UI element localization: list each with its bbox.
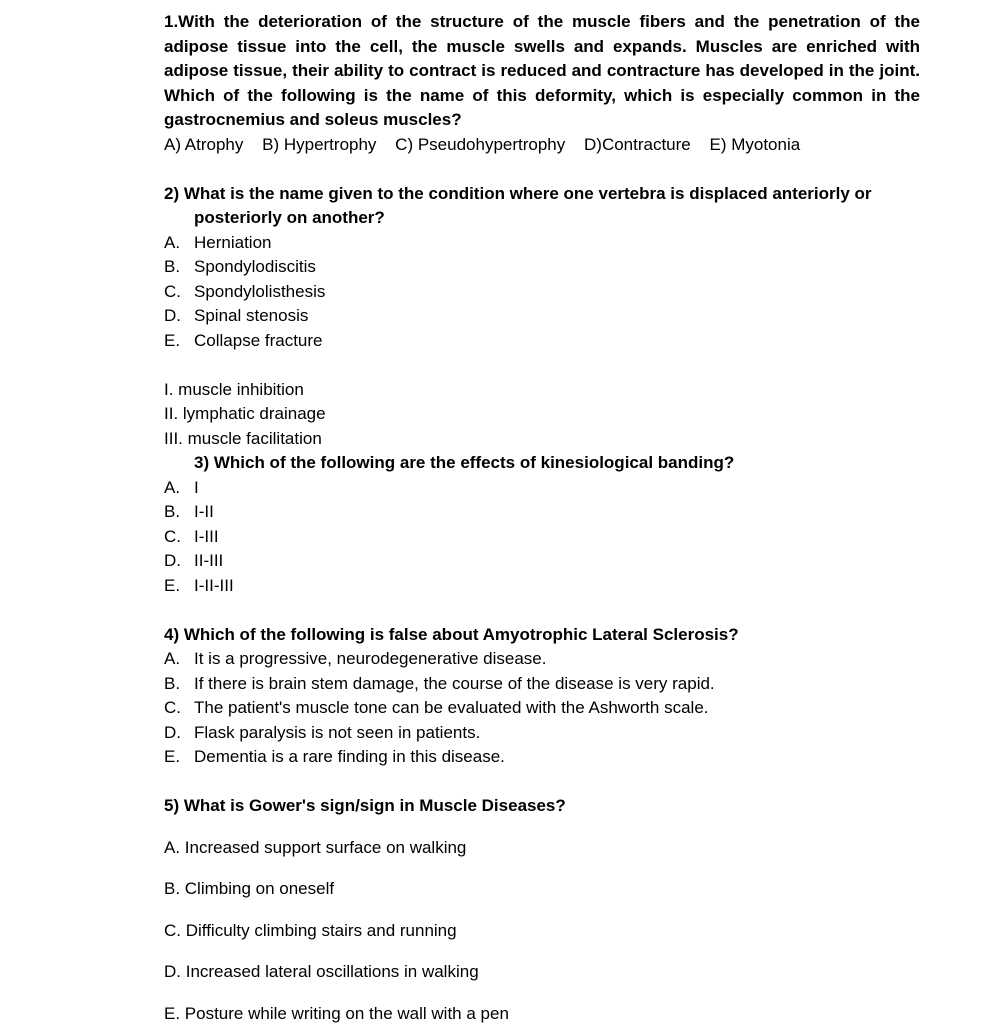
question-5-option-c: C. Difficulty climbing stairs and running [164,919,920,944]
question-1-option-d: D)Contracture [584,135,691,154]
option-text: I-III [194,527,219,546]
question-1-stem: 1.With the deterioration of the structure of the muscle fibers and the penetration of the adipose tissue into the cell, the muscle swells and expands. Muscles are enriched with adipose tissue, their ability to contract is reduced and contracture has developed in the joint. Which of the following is the name of this deformity, which is especially common in the gastrocnemius and soleus muscles? [164,10,920,133]
option-text: Collapse fracture [194,331,323,350]
option-letter: D. [164,549,181,574]
option-text: It is a progressive, neurodegenerative disease. [194,649,546,668]
question-4 [164,623,920,770]
question-4-option-a [164,647,920,672]
question-3-item-3: III. muscle facilitation [164,427,920,452]
question-3-stem: 3) Which of the following are the effects of kinesiological banding? [164,451,920,476]
option-letter: E. [164,745,180,770]
option-text: Dementia is a rare finding in this disease. [194,747,505,766]
option-letter: B. [164,500,180,525]
option-text: I [194,478,199,497]
option-text: Spondylodiscitis [194,257,316,276]
option-text: Spondylolisthesis [194,282,325,301]
question-3-option-a [164,476,920,501]
option-text: The patient's muscle tone can be evaluated with the Ashworth scale. [194,698,709,717]
question-5-option-d: D. Increased lateral oscillations in walking [164,960,920,985]
option-letter: C. [164,280,181,305]
question-1 [164,10,920,157]
question-3-item-1: I. muscle inhibition [164,378,920,403]
option-letter: C. [164,696,181,721]
question-2-stem: 2) What is the name given to the condition where one vertebra is displaced anteriorly or posteriorly on another? [164,182,920,231]
question-2-option-a [164,231,920,256]
option-letter: E. [164,574,180,599]
option-letter: D. [164,721,181,746]
exam-page [164,10,920,1026]
question-2-option-b [164,255,920,280]
question-2-option-d [164,304,920,329]
question-5-option-e: E. Posture while writing on the wall with a pen [164,1002,920,1026]
question-3-option-c [164,525,920,550]
option-text: If there is brain stem damage, the course of the disease is very rapid. [194,674,715,693]
option-letter: E. [164,329,180,354]
option-letter: C. [164,525,181,550]
question-1-option-a: A) Atrophy [164,135,243,154]
option-letter: B. [164,672,180,697]
question-1-options [164,133,920,158]
question-5-option-a: A. Increased support surface on walking [164,836,920,861]
question-1-option-b: B) Hypertrophy [262,135,376,154]
option-letter: A. [164,647,180,672]
question-4-option-d [164,721,920,746]
option-text: I-II [194,502,214,521]
option-text: I-II-III [194,576,234,595]
question-2-option-c [164,280,920,305]
option-letter: D. [164,304,181,329]
question-3-option-b [164,500,920,525]
question-4-option-e [164,745,920,770]
question-3-item-2: II. lymphatic drainage [164,402,920,427]
question-2-option-e [164,329,920,354]
option-text: II-III [194,551,223,570]
question-3-option-d [164,549,920,574]
question-1-option-c: C) Pseudohypertrophy [395,135,565,154]
question-4-option-b [164,672,920,697]
question-5-option-b: B. Climbing on oneself [164,877,920,902]
option-text: Herniation [194,233,272,252]
option-text: Spinal stenosis [194,306,308,325]
question-3-option-e [164,574,920,599]
option-text: Flask paralysis is not seen in patients. [194,723,480,742]
question-2 [164,182,920,354]
question-4-option-c [164,696,920,721]
question-4-stem: 4) Which of the following is false about Amyotrophic Lateral Sclerosis? [164,623,920,648]
question-1-option-e: E) Myotonia [710,135,801,154]
question-5-stem: 5) What is Gower's sign/sign in Muscle Diseases? [164,794,920,819]
option-letter: A. [164,476,180,501]
option-letter: B. [164,255,180,280]
option-letter: A. [164,231,180,256]
question-3 [164,378,920,599]
question-5 [164,794,920,1026]
